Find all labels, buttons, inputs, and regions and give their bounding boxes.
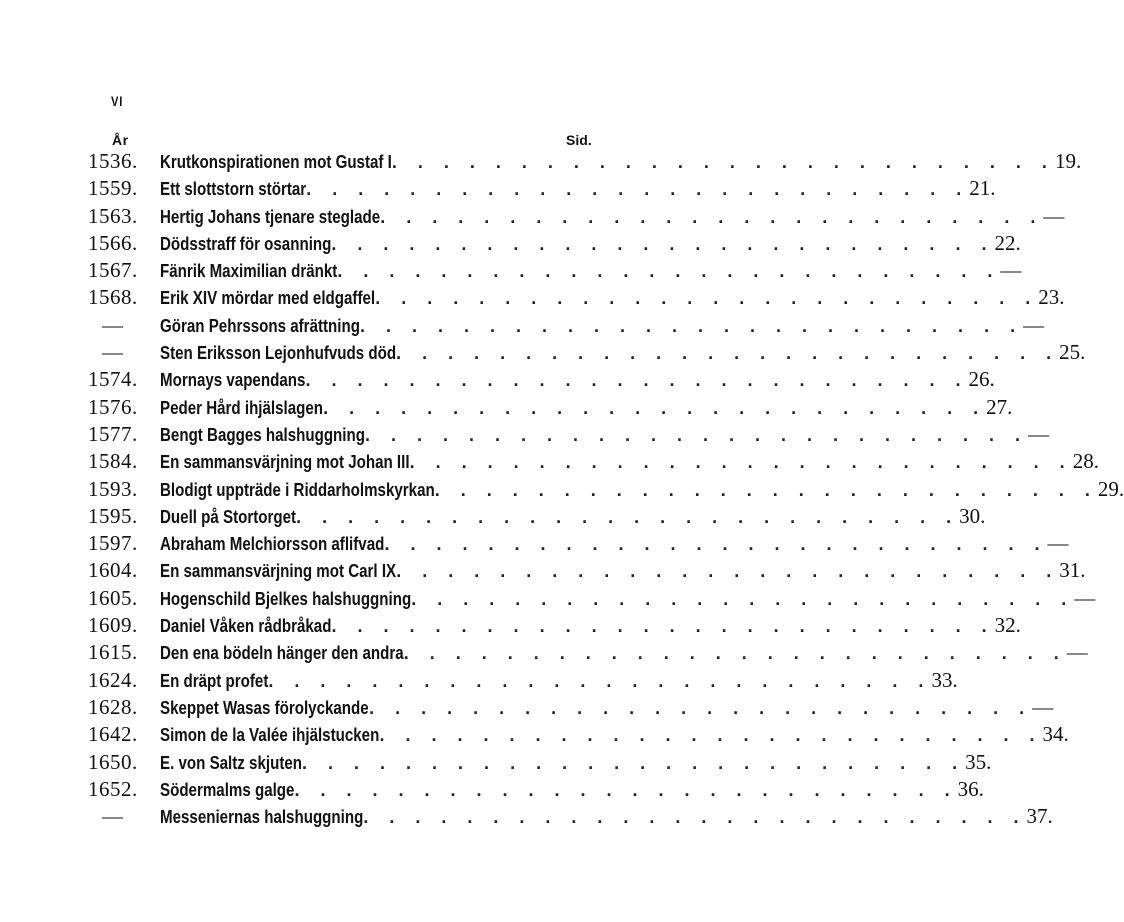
entry-title-line [160,448,1099,476]
toc-entry [0,366,995,393]
entry-year: 1576. [88,394,138,419]
dot-leader: . . . . . . . . . . . . . . . . . . . . . . . . . . [306,179,970,200]
toc-entry [0,230,1021,257]
entry-page: — [1023,312,1045,337]
entry-title-line [160,421,1050,449]
entry-title-line [160,230,1021,258]
entry-title-line [160,612,1021,640]
entry-title: Abraham Melchiorsson aflifvad [160,534,385,555]
entry-title-line [160,530,1069,558]
entry-year: 1628. [88,694,138,719]
toc-entry [0,148,1082,175]
entry-year: 1593. [88,476,138,501]
toc-entry [0,694,1054,721]
entry-title-line [160,694,1054,722]
entry-year: 1605. [88,585,138,610]
dot-leader: . . . . . . . . . . . . . . . . . . . . . . . . . . [380,206,1044,227]
dot-leader: . . . . . . . . . . . . . . . . . . . . . . . . . . [434,479,1098,500]
dot-leader: . . . . . . . . . . . . . . . . . . . . . . . . . . [331,233,995,254]
entry-page: — [1074,585,1096,610]
dot-leader: . . . . . . . . . . . . . . . . . . . . . . . . . . [268,670,932,691]
entry-year: 1624. [88,667,138,692]
entry-page: 19. [1054,149,1082,173]
dot-leader: . . . . . . . . . . . . . . . . . . . . . . . . . . [403,643,1067,664]
dot-leader: . . . . . . . . . . . . . . . . . . . . . . . . . . [360,315,1024,336]
entry-page: — [1047,531,1069,556]
entry-page: 37. [1026,804,1053,829]
entry-title-line [160,557,1086,585]
entry-title: En sammansvärjning mot Johan III [160,452,410,473]
page-number: VI [111,93,124,109]
dot-leader: . . . . . . . . . . . . . . . . . . . . . . . . . . [375,288,1039,309]
entry-year: 1615. [88,640,138,665]
dot-leader: . . . . . . . . . . . . . . . . . . . . . . . . . . [379,725,1043,746]
entry-year: 1563. [88,203,138,228]
entry-year: 1536. [88,149,138,173]
entry-title-line [160,394,1013,422]
entry-year: 1604. [88,558,138,583]
entry-year: — [102,312,124,337]
entry-title-line [160,667,958,695]
toc-entry [0,421,1050,448]
toc-entry [0,721,1069,748]
entry-title-line [160,721,1069,749]
entry-page: 30. [959,503,986,528]
entry-year: — [102,340,124,365]
entry-page: 27. [986,394,1013,419]
entry-title-line [160,503,986,531]
entry-page: 35. [965,749,992,774]
entry-page: 34. [1042,722,1069,747]
dot-leader: . . . . . . . . . . . . . . . . . . . . . . . . . . [302,752,966,773]
entry-year: 1650. [88,749,138,774]
entry-title: Ett slottstorn störtar [160,179,307,200]
entry-page: — [1043,203,1065,228]
entry-title-line [160,257,1022,285]
entry-page: — [1032,694,1054,719]
entry-title: Messeniernas halshuggning [160,807,364,828]
entry-title: Daniel Våken rådbråkad [160,616,332,637]
entry-title-line [160,776,984,804]
entry-page: — [1066,640,1088,665]
toc-entry [0,448,1099,475]
toc-entry [0,612,1021,639]
entry-title: Skeppet Wasas förolyckande [160,697,369,718]
entry-title-line [160,175,996,203]
toc-entry [0,776,984,803]
dot-leader: . . . . . . . . . . . . . . . . . . . . . . . . . . [391,152,1055,172]
entry-title-line [160,203,1065,231]
dot-leader: . . . . . . . . . . . . . . . . . . . . . . . . . . [296,506,960,527]
entry-page: 22. [994,230,1021,255]
entry-page: 36. [957,776,984,801]
entry-year: 1559. [88,176,138,201]
toc-entry [0,503,986,530]
toc-entry [0,312,1045,339]
entry-year: 1597. [88,531,138,556]
toc-entry [0,667,958,694]
entry-page: 33. [931,667,958,692]
entry-title: Bengt Bagges halshuggning [160,424,365,445]
entry-title: Mornays vapendans [160,370,306,391]
toc-entry [0,175,996,202]
entry-title-line [160,284,1065,312]
entry-year: 1574. [88,367,138,392]
entry-page: 28. [1072,449,1099,474]
entry-year: 1584. [88,449,138,474]
entry-year: — [102,804,124,829]
entry-title: Dödsstraff för osanning [160,233,332,254]
entry-title-line [160,339,1086,367]
entry-page: 32. [994,613,1021,638]
entry-title: Hertig Johans tjenare steglade [160,206,381,227]
table-of-contents [0,148,1124,830]
toc-entry [0,394,1013,421]
dot-leader: . . . . . . . . . . . . . . . . . . . . . . . . . . [396,561,1060,582]
dot-leader: . . . . . . . . . . . . . . . . . . . . . . . . . . [363,807,1027,828]
dot-leader: . . . . . . . . . . . . . . . . . . . . . . . . . . [396,343,1060,364]
toc-entry [0,284,1065,311]
entry-year: 1568. [88,285,138,310]
entry-year: 1652. [88,776,138,801]
entry-title: Södermalms galge [160,779,295,800]
entry-title: En sammansvärjning mot Carl IX [160,561,397,582]
entry-title: Blodigt uppträde i Riddarholmskyrkan [160,479,435,500]
entry-title: Fänrik Maximilian dränkt [160,261,338,282]
entry-year: 1642. [88,722,138,747]
entry-year: 1566. [88,230,138,255]
dot-leader: . . . . . . . . . . . . . . . . . . . . . . . . . . [323,397,987,418]
entry-title-line [160,476,1124,504]
page-column-header: Sid. [566,132,592,148]
entry-title: Simon de la Valée ihjälstucken [160,725,380,746]
entry-title: En dräpt profet [160,670,269,691]
dot-leader: . . . . . . . . . . . . . . . . . . . . . . . . . . [337,261,1001,282]
toc-entry [0,257,1022,284]
entry-title: Den ena bödeln hänger den andra [160,643,404,664]
dot-leader: . . . . . . . . . . . . . . . . . . . . . . . . . . [305,370,969,391]
toc-entry [0,803,1053,830]
toc-entry [0,203,1065,230]
dot-leader: . . . . . . . . . . . . . . . . . . . . . . . . . . [409,452,1073,473]
entry-page: — [1000,258,1022,283]
entry-title: Göran Pehrssons afrättning [160,315,360,336]
entry-title: Duell på Stortorget [160,506,297,527]
dot-leader: . . . . . . . . . . . . . . . . . . . . . . . . . . [411,588,1075,609]
entry-title: Erik XIV mördar med eldgaffel [160,288,376,309]
entry-title: Peder Hård ihjälslagen [160,397,324,418]
entry-title-line [160,148,1082,176]
entry-title: Krutkonspirationen mot Gustaf I [160,152,392,172]
entry-year: 1567. [88,258,138,283]
entry-page: 31. [1059,558,1086,583]
dot-leader: . . . . . . . . . . . . . . . . . . . . . . . . . . [331,616,995,637]
dot-leader: . . . . . . . . . . . . . . . . . . . . . . . . . . [369,697,1033,718]
toc-entry [0,339,1086,366]
entry-title-line [160,585,1096,613]
entry-title-line [160,366,995,394]
dot-leader: . . . . . . . . . . . . . . . . . . . . . . . . . . [294,779,958,800]
entry-title-line [160,312,1045,340]
entry-title: Hogenschild Bjelkes halshuggning [160,588,412,609]
entry-title: E. von Saltz skjuten [160,752,302,773]
toc-entry [0,530,1069,557]
entry-title: Sten Eriksson Lejonhufvuds död [160,343,397,364]
entry-year: 1577. [88,421,138,446]
entry-title-line [160,749,992,777]
entry-title-line [160,803,1053,831]
toc-entry [0,749,992,776]
entry-page: — [1028,421,1050,446]
dot-leader: . . . . . . . . . . . . . . . . . . . . . . . . . . [365,424,1029,445]
entry-page: 21. [969,176,996,201]
entry-title-line [160,639,1088,667]
entry-page: 23. [1038,285,1065,310]
entry-page: 25. [1059,340,1086,365]
dot-leader: . . . . . . . . . . . . . . . . . . . . . . . . . . [384,534,1048,555]
toc-entry [0,639,1088,666]
toc-entry [0,557,1086,584]
toc-entry [0,476,1124,503]
toc-entry [0,585,1096,612]
entry-year: 1609. [88,613,138,638]
year-column-header: År [112,132,129,148]
entry-page: 26. [968,367,995,392]
entry-year: 1595. [88,503,138,528]
entry-page: 29. [1097,476,1124,501]
